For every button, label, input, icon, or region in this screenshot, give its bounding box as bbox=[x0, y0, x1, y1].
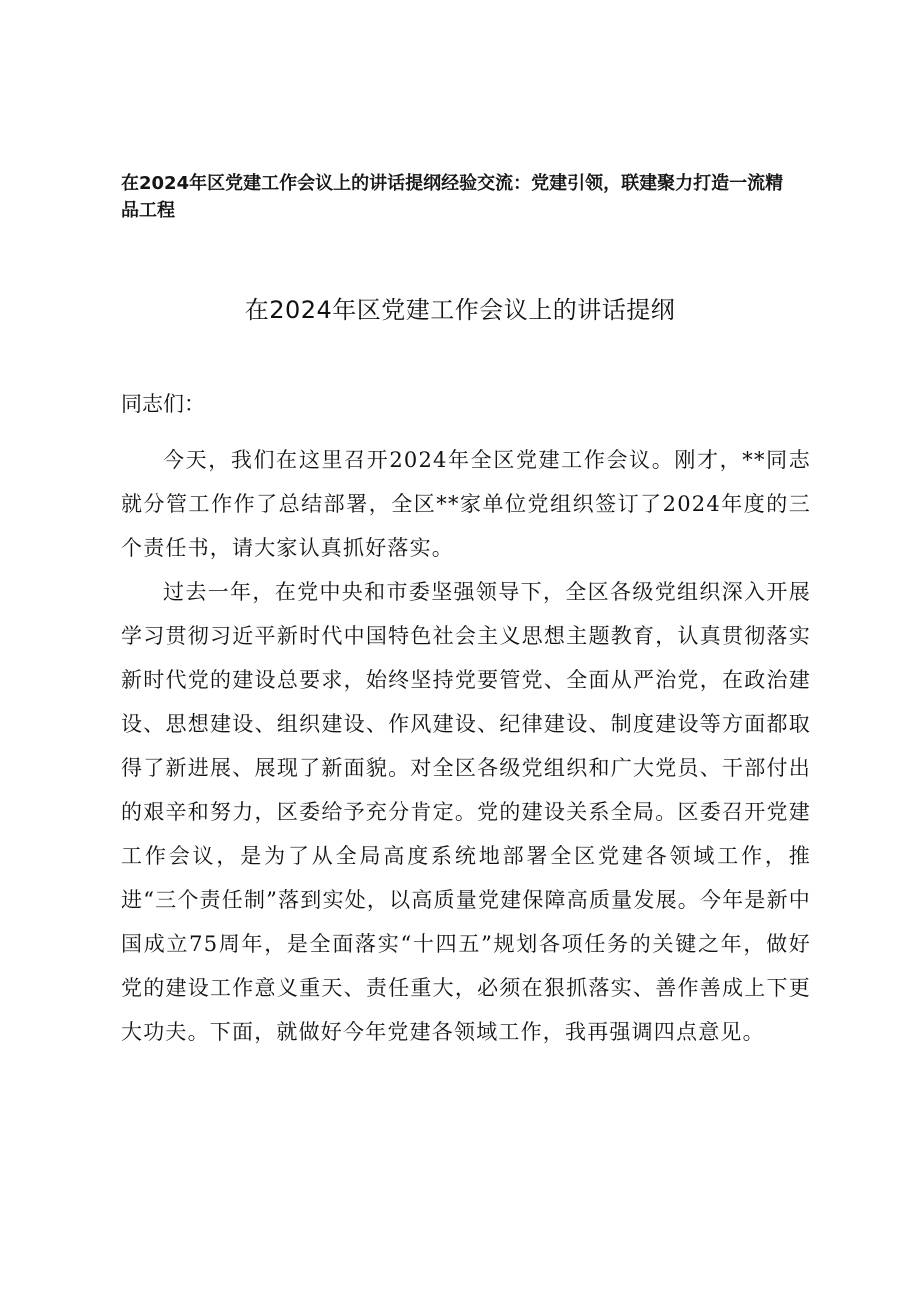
paragraph-opening: 今天，我们在这里召开2024年全区党建工作会议。刚才，**同志就分管工作作了总结部署，全区**家单位党组织签订了2024年度的三个责任书，请大家认真抓好落实。 bbox=[121, 448, 811, 560]
speech-body bbox=[121, 438, 811, 1054]
paragraph-review: 过去一年，在党中央和市委坚强领导下，全区各级党组织深入开展学习贯彻习近平新时代中国特色社会主义思想主题教育，认真贯彻落实新时代党的建设总要求，始终坚持党要管党、全面从严治党，在政治建设、思想建设、组织建设、作风建设、纪律建设、制度建设等方面都取得了新进展、展现了新面貌。对全区各级党组织和广大党员、干部付出的艰辛和努力，区委给予充分肯定。党的建设关系全局。区委召开党建工作会议，是为了从全局高度系统地部署全区党建各领域工作，推进“三个责任制”落到实处，以高质量党建保障高质量发展。今年是新中国成立75周年，是全面落实“十四五”规划各项任务的关键之年，做好党的建设工作意义重天、责任重大，必须在狠抓落实、善作善成上下更大功夫。下面，就做好今年党建各领域工作，我再强调四点意见。 bbox=[121, 580, 811, 1044]
speech-title: 在2024年区党建工作会议上的讲话提纲 bbox=[244, 296, 676, 324]
salutation: 同志们： bbox=[121, 392, 205, 416]
document-heading: 在2024年区党建工作会议上的讲话提纲经验交流：党建引领，联建聚力打造一流精品工程 bbox=[121, 173, 784, 221]
